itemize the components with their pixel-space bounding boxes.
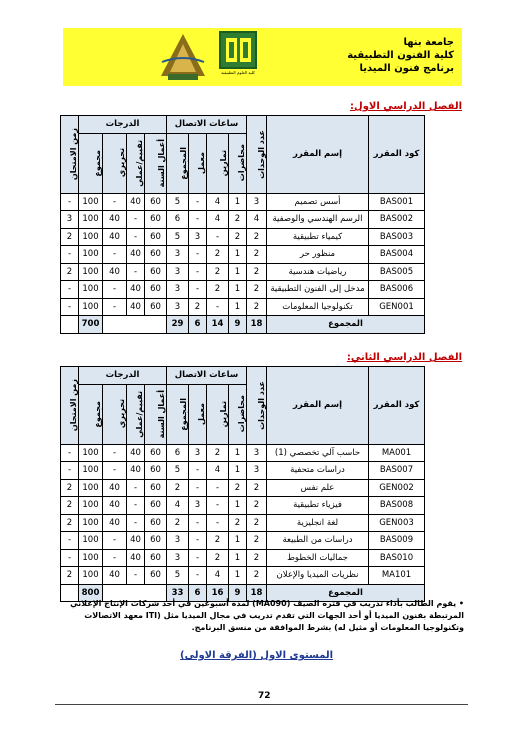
cell-yw: 60 xyxy=(145,479,167,497)
cell-tut: - xyxy=(207,228,229,246)
total-lab: 6 xyxy=(189,584,207,602)
cell-tot: 5 xyxy=(167,462,189,480)
cell-sum: 100 xyxy=(79,228,103,246)
cell-wr: 40 xyxy=(103,479,127,497)
cell-tut: 2 xyxy=(207,246,229,264)
cell-yw: 60 xyxy=(145,514,167,532)
cell-name: حاسب آلي تخصصي (1) xyxy=(267,444,369,462)
cell-lec: 2 xyxy=(229,514,247,532)
cell-tut: - xyxy=(207,514,229,532)
cell-wr: - xyxy=(103,444,127,462)
cell-wr: - xyxy=(103,281,127,299)
total-lec: 9 xyxy=(229,584,247,602)
cell-wr: 40 xyxy=(103,228,127,246)
cell-tot: 5 xyxy=(167,228,189,246)
total-blank xyxy=(103,316,167,334)
cell-tot: 3 xyxy=(167,281,189,299)
cell-lab: - xyxy=(189,246,207,264)
cell-sum: 100 xyxy=(79,514,103,532)
cell-time: - xyxy=(61,462,79,480)
cell-lec: 2 xyxy=(229,211,247,229)
cell-tut: 4 xyxy=(207,462,229,480)
cell-time: - xyxy=(61,298,79,316)
cell-tut: - xyxy=(207,479,229,497)
cell-tut: 4 xyxy=(207,193,229,211)
cell-units: 2 xyxy=(247,479,267,497)
cell-sum: 100 xyxy=(79,532,103,550)
col-exam-time: زمن الامتحان xyxy=(61,367,79,445)
program-name: برنامج فنون الميديا xyxy=(359,63,454,74)
cell-code: GEN002 xyxy=(369,479,425,497)
cell-name: دراسات من الطبيعة xyxy=(267,532,369,550)
cell-code: GEN001 xyxy=(369,298,425,316)
cell-oral: 40 xyxy=(127,532,145,550)
col-yearwork: أعمال السنة xyxy=(145,384,167,444)
cell-lab: 2 xyxy=(189,298,207,316)
col-total: المجموع xyxy=(167,133,189,193)
cell-wr: - xyxy=(103,246,127,264)
cell-name: دراسات متحفية xyxy=(267,462,369,480)
cell-code: GEN003 xyxy=(369,514,425,532)
table-row xyxy=(61,228,425,246)
cell-oral: 40 xyxy=(127,444,145,462)
cell-code: MA001 xyxy=(369,444,425,462)
cell-lab: - xyxy=(189,549,207,567)
total-blank xyxy=(61,316,79,334)
cell-name: فيزياء تطبيقية xyxy=(267,497,369,515)
col-units: عدد الوحدات xyxy=(247,367,267,445)
cell-name: لغة انجليزية xyxy=(267,514,369,532)
cell-name: أسس تصميم xyxy=(267,193,369,211)
cell-oral: 40 xyxy=(127,298,145,316)
cell-tot: 3 xyxy=(167,549,189,567)
cell-time: - xyxy=(61,281,79,299)
cell-yw: 60 xyxy=(145,444,167,462)
cell-oral: 40 xyxy=(127,246,145,264)
cell-yw: 60 xyxy=(145,298,167,316)
cell-time: 2 xyxy=(61,228,79,246)
cell-lec: 1 xyxy=(229,193,247,211)
cell-lab: - xyxy=(189,281,207,299)
cell-time: 2 xyxy=(61,263,79,281)
col-code: كود المقرر xyxy=(369,367,425,445)
col-total: المجموع xyxy=(167,384,189,444)
cell-tot: 4 xyxy=(167,497,189,515)
cell-lab: - xyxy=(189,193,207,211)
cell-time: 3 xyxy=(61,211,79,229)
cell-units: 2 xyxy=(247,281,267,299)
cell-lec: 2 xyxy=(229,228,247,246)
cell-oral: 40 xyxy=(127,462,145,480)
total-tut: 14 xyxy=(207,316,229,334)
total-lec: 9 xyxy=(229,316,247,334)
cell-oral: - xyxy=(127,211,145,229)
cell-tut: 4 xyxy=(207,211,229,229)
total-units: 18 xyxy=(247,316,267,334)
cell-code: BAS006 xyxy=(369,281,425,299)
table-row xyxy=(61,479,425,497)
total-units: 18 xyxy=(247,584,267,602)
cell-tot: 5 xyxy=(167,567,189,585)
cell-code: BAS007 xyxy=(369,462,425,480)
cell-sum: 100 xyxy=(79,567,103,585)
training-note: • يقوم الطالب بأداء تدريب في فترة الصيف (MA090) لمدة أسبوعين في أحد شركات الإنتاج الإعلاني المرتبطة بفنون الميديا أو أحد الجهات التي تقدم تدريب في مجال الميديا مثل (ITI معهد الاتصالات وتكنولوجيا المعلومات أو مثيل له) بشرط الموافقة من منسق البرنامج. xyxy=(70,599,464,632)
cell-yw: 60 xyxy=(145,228,167,246)
cell-lab: 3 xyxy=(189,497,207,515)
cell-code: BAS005 xyxy=(369,263,425,281)
col-name: إسم المقرر xyxy=(267,367,369,445)
cell-yw: 60 xyxy=(145,549,167,567)
cell-code: BAS002 xyxy=(369,211,425,229)
col-lectures: محاضرات xyxy=(229,133,247,193)
semester2-table xyxy=(60,366,425,602)
cell-lec: 1 xyxy=(229,549,247,567)
cell-sum: 100 xyxy=(79,462,103,480)
cell-sum: 100 xyxy=(79,281,103,299)
cell-name: علم نفس xyxy=(267,479,369,497)
col-oral: تقييم/عملي xyxy=(127,384,145,444)
cell-sum: 100 xyxy=(79,497,103,515)
cell-wr: - xyxy=(103,298,127,316)
cell-yw: 60 xyxy=(145,263,167,281)
cell-code: BAS001 xyxy=(369,193,425,211)
cell-sum: 100 xyxy=(79,246,103,264)
cell-tut: - xyxy=(207,497,229,515)
cell-tut: 2 xyxy=(207,281,229,299)
table-row xyxy=(61,532,425,550)
semester2-title: الفصل الدراسي الثاني: xyxy=(346,352,462,363)
cell-tot: 6 xyxy=(167,444,189,462)
cell-wr: 40 xyxy=(103,263,127,281)
total-tut: 16 xyxy=(207,584,229,602)
cell-tot: 3 xyxy=(167,263,189,281)
cell-tot: 2 xyxy=(167,514,189,532)
cell-wr: 40 xyxy=(103,497,127,515)
col-code: كود المقرر xyxy=(369,116,425,194)
footer-divider xyxy=(55,704,468,705)
cell-units: 2 xyxy=(247,532,267,550)
cell-lec: 1 xyxy=(229,567,247,585)
cell-name: رياضيات هندسية xyxy=(267,263,369,281)
page-number: 72 xyxy=(258,691,271,701)
logo-caption: كلية العلوم التطبيقية xyxy=(221,70,255,75)
cell-name: منظور حر xyxy=(267,246,369,264)
cell-lab: 3 xyxy=(189,228,207,246)
total-tot: 29 xyxy=(167,316,189,334)
col-contact-hours: ساعات الاتصال xyxy=(167,116,247,134)
cell-yw: 60 xyxy=(145,532,167,550)
cell-lab: - xyxy=(189,263,207,281)
cell-oral: 40 xyxy=(127,193,145,211)
cell-units: 2 xyxy=(247,549,267,567)
cell-lab: - xyxy=(189,514,207,532)
cell-wr: - xyxy=(103,549,127,567)
cell-units: 2 xyxy=(247,497,267,515)
table-row xyxy=(61,263,425,281)
cell-wr: - xyxy=(103,462,127,480)
cell-units: 2 xyxy=(247,263,267,281)
cell-code: BAS004 xyxy=(369,246,425,264)
cell-time: - xyxy=(61,444,79,462)
cell-name: كيمياء تطبيقية xyxy=(267,228,369,246)
cell-time: - xyxy=(61,193,79,211)
cell-oral: 40 xyxy=(127,549,145,567)
cell-name: جماليات الخطوط xyxy=(267,549,369,567)
col-tutorial: تمارين xyxy=(207,384,229,444)
cell-units: 3 xyxy=(247,193,267,211)
cell-yw: 60 xyxy=(145,497,167,515)
col-written: تحريري xyxy=(103,133,127,193)
cell-time: - xyxy=(61,532,79,550)
col-grand: مجموع xyxy=(79,133,103,193)
cell-tut: 2 xyxy=(207,532,229,550)
cell-time: 2 xyxy=(61,479,79,497)
table-row xyxy=(61,298,425,316)
cell-lab: 3 xyxy=(189,444,207,462)
semester1-table xyxy=(60,115,425,334)
cell-lab: - xyxy=(189,462,207,480)
cell-name: الرسم الهندسي والوصفية xyxy=(267,211,369,229)
cell-tut: 2 xyxy=(207,263,229,281)
cell-sum: 100 xyxy=(79,298,103,316)
cell-lab: - xyxy=(189,211,207,229)
cell-sum: 100 xyxy=(79,211,103,229)
cell-oral: - xyxy=(127,263,145,281)
faculty-logo-icon xyxy=(158,32,208,82)
cell-wr: - xyxy=(103,532,127,550)
col-grand: مجموع xyxy=(79,384,103,444)
cell-lab: - xyxy=(189,567,207,585)
col-name: إسم المقرر xyxy=(267,116,369,194)
cell-sum: 100 xyxy=(79,193,103,211)
cell-wr: - xyxy=(103,193,127,211)
cell-tot: 3 xyxy=(167,532,189,550)
total-label: المجموع xyxy=(267,316,425,334)
table-row xyxy=(61,444,425,462)
cell-sum: 100 xyxy=(79,444,103,462)
total-row xyxy=(61,316,425,334)
total-lab: 6 xyxy=(189,316,207,334)
cell-tut: 2 xyxy=(207,549,229,567)
cell-wr: 40 xyxy=(103,211,127,229)
cell-yw: 60 xyxy=(145,462,167,480)
col-units: عدد الوحدات xyxy=(247,116,267,194)
cell-yw: 60 xyxy=(145,281,167,299)
cell-lec: 1 xyxy=(229,462,247,480)
cell-tot: 6 xyxy=(167,211,189,229)
cell-lec: 2 xyxy=(229,479,247,497)
total-sum: 800 xyxy=(79,584,103,602)
table-row xyxy=(61,462,425,480)
total-sum: 700 xyxy=(79,316,103,334)
cell-units: 2 xyxy=(247,228,267,246)
cell-units: 4 xyxy=(247,211,267,229)
cell-units: 2 xyxy=(247,567,267,585)
level-title: المستوى الاول (الفرقة الاولى) xyxy=(180,650,334,661)
table-row xyxy=(61,246,425,264)
cell-code: MA101 xyxy=(369,567,425,585)
cell-tut: 4 xyxy=(207,567,229,585)
cell-yw: 60 xyxy=(145,193,167,211)
cell-time: 2 xyxy=(61,497,79,515)
table-row xyxy=(61,567,425,585)
cell-units: 2 xyxy=(247,246,267,264)
col-lectures: محاضرات xyxy=(229,384,247,444)
table-row xyxy=(61,211,425,229)
cell-code: BAS009 xyxy=(369,532,425,550)
total-label: المجموع xyxy=(267,584,425,602)
cell-yw: 60 xyxy=(145,246,167,264)
col-exam-time: زمن الامتحان xyxy=(61,116,79,194)
cell-tot: 5 xyxy=(167,193,189,211)
total-tot: 33 xyxy=(167,584,189,602)
cell-code: BAS003 xyxy=(369,228,425,246)
col-contact-hours: ساعات الاتصال xyxy=(167,367,247,385)
col-grades: الدرجات xyxy=(79,116,167,134)
col-oral: تقييم/عملي xyxy=(127,133,145,193)
cell-lec: 1 xyxy=(229,497,247,515)
col-yearwork: أعمال السنة xyxy=(145,133,167,193)
header-text xyxy=(347,36,454,75)
cell-lec: 1 xyxy=(229,246,247,264)
cell-tot: 3 xyxy=(167,298,189,316)
cell-time: 2 xyxy=(61,514,79,532)
cell-units: 3 xyxy=(247,444,267,462)
cell-name: مدخل إلى الفنون التطبيقية xyxy=(267,281,369,299)
col-grades: الدرجات xyxy=(79,367,167,385)
cell-lec: 1 xyxy=(229,298,247,316)
cell-code: BAS010 xyxy=(369,549,425,567)
cell-lec: 1 xyxy=(229,263,247,281)
faculty-name: كلية الفنون التطبيقية xyxy=(347,50,454,61)
cell-tot: 3 xyxy=(167,246,189,264)
table-row xyxy=(61,193,425,211)
cell-sum: 100 xyxy=(79,479,103,497)
col-tutorial: تمارين xyxy=(207,133,229,193)
cell-name: نظريات الميديا والإعلان xyxy=(267,567,369,585)
cell-lec: 1 xyxy=(229,532,247,550)
cell-lab: - xyxy=(189,479,207,497)
cell-oral: - xyxy=(127,514,145,532)
cell-lec: 1 xyxy=(229,281,247,299)
col-written: تحريري xyxy=(103,384,127,444)
cell-sum: 100 xyxy=(79,549,103,567)
cell-units: 3 xyxy=(247,462,267,480)
cell-yw: 60 xyxy=(145,211,167,229)
cell-tut: 2 xyxy=(207,444,229,462)
cell-time: 2 xyxy=(61,567,79,585)
cell-oral: - xyxy=(127,479,145,497)
cell-units: 2 xyxy=(247,514,267,532)
cell-lab: - xyxy=(189,532,207,550)
cell-wr: 40 xyxy=(103,567,127,585)
cell-yw: 60 xyxy=(145,567,167,585)
table-row xyxy=(61,514,425,532)
semester1-title: الفصل الدراسي الاول: xyxy=(350,101,462,112)
table-row xyxy=(61,549,425,567)
cell-name: تكنولوجيا المعلومات xyxy=(267,298,369,316)
cell-oral: - xyxy=(127,567,145,585)
cell-oral: 40 xyxy=(127,281,145,299)
table-row xyxy=(61,497,425,515)
cell-lec: 1 xyxy=(229,444,247,462)
cell-sum: 100 xyxy=(79,263,103,281)
table-row xyxy=(61,281,425,299)
cell-time: - xyxy=(61,549,79,567)
cell-units: 2 xyxy=(247,298,267,316)
header-banner xyxy=(63,28,462,86)
cell-code: BAS008 xyxy=(369,497,425,515)
cell-tot: 2 xyxy=(167,479,189,497)
cell-oral: - xyxy=(127,497,145,515)
cell-wr: 40 xyxy=(103,514,127,532)
university-name: جامعة بنها xyxy=(403,37,454,48)
col-lab: معمل xyxy=(189,133,207,193)
cell-oral: - xyxy=(127,228,145,246)
cell-tut: - xyxy=(207,298,229,316)
cell-time: - xyxy=(61,246,79,264)
col-lab: معمل xyxy=(189,384,207,444)
